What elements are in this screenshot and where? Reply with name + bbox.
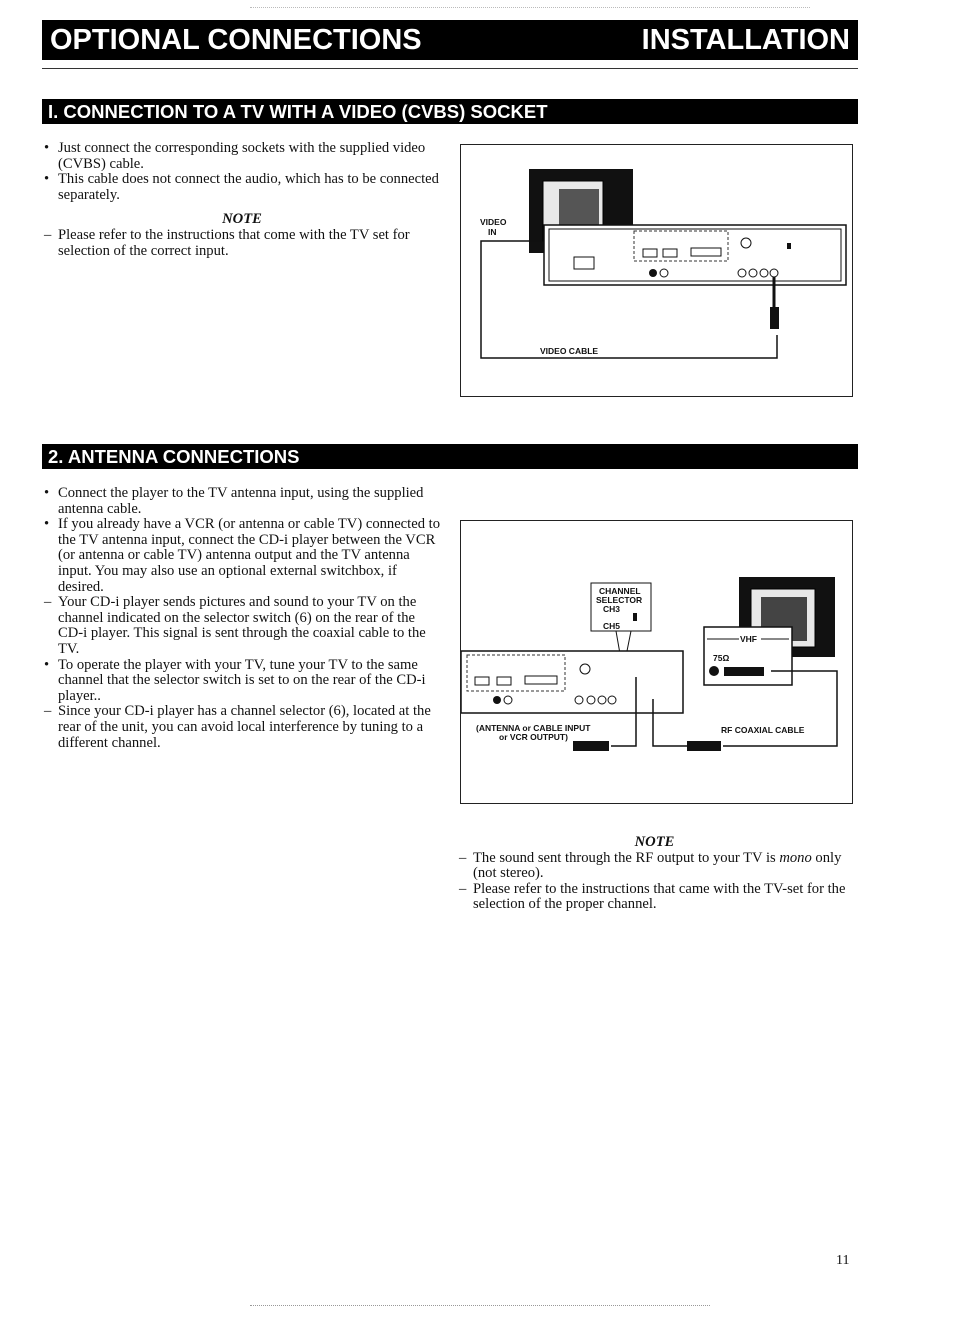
antenna-input-label-2: or VCR OUTPUT): [499, 732, 568, 742]
selector-label-1: CHANNEL: [599, 586, 641, 596]
list-item: – Please refer to the instructions that came with the TV-set for the selection of the proper channel.: [459, 880, 846, 913]
section1-text: [42, 141, 442, 259]
section1-note-list: [42, 228, 442, 259]
list-item: • To operate the player with your TV, tune your TV to the same channel that the selector switch is set to on the rear of the CD-i player..: [44, 656, 426, 704]
video-in-label-1: VIDEO: [480, 217, 507, 227]
section2-heading: 2. ANTENNA CONNECTIONS: [42, 444, 858, 469]
bottom-scan-marks: [250, 1305, 710, 1307]
list-item: • Just connect the corresponding sockets with the supplied video (CVBS) cable.: [44, 140, 426, 172]
video-in-label-2: IN: [488, 227, 497, 237]
page-header-banner: [42, 20, 858, 60]
list-item: • If you already have a VCR (or antenna or cable TV) connected to the TV antenna input, connect the CD-i player between the VCR (or antenna or cable TV) antenna output and the TV antenna input. You may also use an optional external switchbox, if desired.: [44, 516, 440, 595]
video-cable-label: VIDEO CABLE: [540, 346, 599, 356]
top-scan-marks: [250, 7, 810, 9]
ch5-label: CH5: [603, 621, 621, 631]
section1-list: [42, 141, 442, 203]
header-rule: [42, 68, 858, 69]
ch3-label: CH3: [603, 604, 621, 614]
list-item: – Please refer to the instructions that come with the TV set for selection of the correct input.: [44, 226, 410, 259]
coax-plug-input: [573, 741, 609, 751]
antenna-connection-diagram: [460, 520, 853, 804]
antenna-diagram-drawing: [461, 521, 854, 805]
video-connection-diagram: [460, 144, 853, 397]
section2-note-title: NOTE: [634, 834, 675, 850]
section1-heading: I. CONNECTION TO A TV WITH A VIDEO (CVBS) SOCKET: [42, 99, 858, 124]
coax-plug-rf: [687, 741, 721, 751]
section2-note-list: [457, 851, 852, 913]
antenna-input-label-1: (ANTENNA or CABLE INPUT: [476, 723, 591, 733]
rf-coaxial-label: RF COAXIAL CABLE: [721, 725, 805, 735]
video-diagram-drawing: [461, 145, 854, 398]
selector-label-2: SELECTOR: [596, 595, 643, 605]
header-right-title: INSTALLATION: [641, 24, 850, 56]
vhf-label: VHF: [740, 634, 757, 644]
list-item: – Your CD-i player sends pictures and sound to your TV on the channel indicated on the selector switch (6) on the rear of the CD-i player. This signal is sent through the coaxial cable to the TV.: [44, 594, 426, 657]
section2-note: [457, 826, 852, 913]
cdi-player: [544, 225, 846, 285]
section2-text: [42, 486, 442, 751]
page-number: 11: [836, 1253, 850, 1268]
section1-note-title: NOTE: [222, 211, 262, 228]
rca-plug: [770, 307, 779, 329]
list-item: – Since your CD-i player has a channel selector (6), located at the rear of the unit, you can avoid local interference by tuning to a different channel.: [44, 703, 431, 751]
ohm-label: 75Ω: [713, 653, 730, 663]
list-item: – The sound sent through the RF output to your TV is mono only (not stereo).: [459, 849, 842, 882]
header-left-title: OPTIONAL CONNECTIONS: [50, 24, 422, 56]
section2-list: [42, 486, 442, 751]
coax-plug-tv: [724, 667, 764, 676]
cdi-player: [461, 651, 683, 713]
list-item: • This cable does not connect the audio, which has to be connected separately.: [44, 171, 439, 203]
list-item: • Connect the player to the TV antenna input, using the supplied antenna cable.: [44, 485, 424, 517]
